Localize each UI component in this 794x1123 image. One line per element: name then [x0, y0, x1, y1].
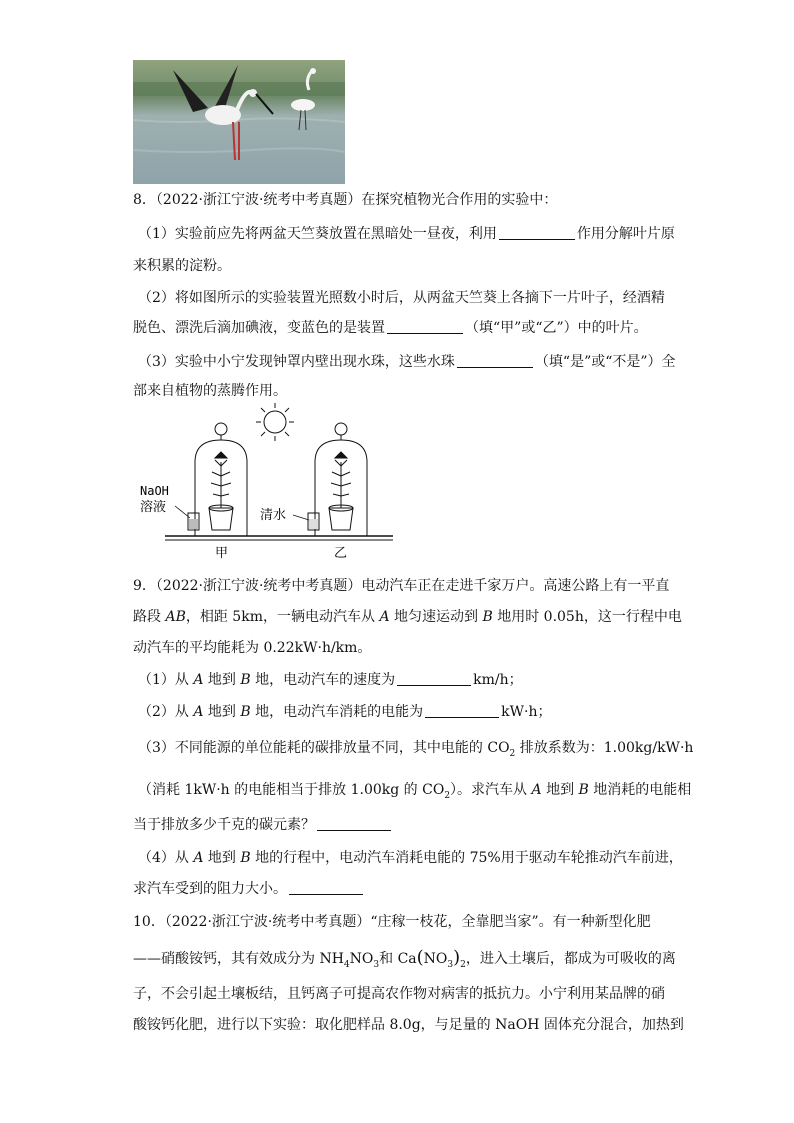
q9-text: 当于排放多少千克的碳元素？	[133, 817, 315, 833]
q9-text: （3）不同能源的单位能耗的碳排放量不同，其中电能的 CO	[138, 740, 510, 756]
q9-subscript: 2	[509, 748, 516, 759]
label-yi: 乙	[334, 546, 348, 560]
q9-part3-blank[interactable]	[317, 816, 391, 831]
q10-paren-open: (	[416, 947, 424, 968]
q9-part3-line3	[133, 815, 393, 835]
q9-text: 地，电动汽车的速度为	[250, 672, 396, 688]
q8-part3-line2: 部来自植物的蒸腾作用。	[133, 383, 287, 399]
q9-var-b: B	[578, 782, 589, 798]
q8-part1-text-b: 作用分解叶片原	[576, 226, 675, 242]
q9-text: ，相距 5km，一辆电动汽车从	[185, 609, 380, 625]
q9-text: 地的行程中，电动汽车消耗电能的 75%用于驱动车轮推动汽车前进，	[250, 850, 683, 866]
q9-var-a: A	[379, 609, 390, 625]
q9-var-a: A	[193, 704, 204, 720]
q8-part1-blank[interactable]	[499, 225, 575, 240]
q10-text: ，进入土壤后，都成为可吸收的离	[465, 951, 676, 967]
q9-var-ab: AB	[165, 609, 186, 625]
q8-part1-text-a: （1）实验前应先将两盆天竺葵放置在黑暗处一昼夜，利用	[138, 226, 497, 242]
q9-text: （1）从	[138, 672, 194, 688]
q9-var-b: B	[482, 609, 493, 625]
label-naoh: NaOH	[140, 484, 169, 498]
q9-text: 地到	[203, 850, 241, 866]
q9-text: 求汽车受到的阻力大小。	[133, 881, 287, 897]
q10-paren-close: )	[453, 947, 461, 968]
q8-part2-line1: （2）将如图所示的实验装置光照数小时后，从两盆天竺葵上各摘下一片叶子，经酒精	[138, 290, 665, 306]
q9-text: 地到	[203, 672, 241, 688]
sun-icon	[256, 403, 294, 441]
q9-part3-line2	[138, 780, 691, 800]
q10-text: ——硝酸铵钙，其有效成分为 NH	[133, 951, 344, 967]
q9-stem-line1: 9．（2022·浙江宁波·统考中考真题）电动汽车正在走进千家万户。高速公路上有一平直	[133, 578, 670, 594]
q9-var-b: B	[240, 704, 251, 720]
q10-subscript: 2	[460, 959, 466, 970]
q8-part3-text-b: （填“是”或“不是”）全	[534, 354, 676, 370]
q8-part1-line1	[138, 224, 675, 244]
q8-part2-text-a: 脱色、漂洗后滴加碘液，变蓝色的是装置	[133, 320, 385, 336]
q9-text: 地匀速运动到	[389, 609, 483, 625]
q10-stem-line3: 子，不会引起土壤板结，且钙离子可提高农作物对病害的抵抗力。小宁利用某品牌的硝	[133, 986, 665, 1002]
q9-text: 路段	[133, 609, 166, 625]
q9-part1	[138, 670, 523, 690]
q10-text: 和 Ca	[379, 951, 417, 967]
q9-part4-blank[interactable]	[289, 880, 363, 895]
q9-var-a: A	[531, 782, 542, 798]
q9-text: 排放系数为：1.00kg/kW·h	[515, 740, 694, 756]
q9-stem-line2	[133, 607, 682, 627]
q9-text: （4）从	[138, 850, 194, 866]
q9-part2	[138, 702, 551, 722]
q8-part3-line1	[138, 352, 676, 372]
label-water: 清水	[260, 508, 287, 523]
q8-part2-text-b: （填“甲”或“乙”）中的叶片。	[465, 320, 648, 336]
q9-text: 地到	[541, 782, 579, 798]
q9-part2-blank[interactable]	[425, 703, 499, 718]
q9-text: kW·h；	[501, 704, 552, 720]
q9-text: 地到	[203, 704, 241, 720]
bell-jar-apparatus-diagram	[135, 400, 400, 560]
q9-var-b: B	[240, 850, 251, 866]
q10-stem-line2	[133, 948, 676, 969]
q9-var-a: A	[193, 850, 204, 866]
q8-part2-line2	[133, 318, 648, 338]
q9-text: ）。求汽车从	[450, 782, 532, 798]
q9-stem-line3: 动汽车的平均能耗为 0.22kW·h/km。	[133, 640, 372, 656]
q9-text: 地，电动汽车消耗的电能为	[250, 704, 424, 720]
q9-part4-line2	[133, 879, 365, 899]
q9-part3-line1	[138, 738, 693, 758]
q10-subscript: 4	[343, 959, 350, 970]
q9-text: 地用时 0.05h，这一行程中电	[492, 609, 682, 625]
q9-text: 地消耗的电能相	[588, 782, 692, 798]
label-jia: 甲	[215, 546, 229, 560]
q10-subscript: 3	[447, 959, 454, 970]
q8-part2-blank[interactable]	[387, 319, 463, 334]
q9-var-b: B	[240, 672, 251, 688]
crane-photo	[133, 60, 345, 184]
q9-text: （2）从	[138, 704, 194, 720]
q8-part1-line2: 来积累的淀粉。	[133, 258, 231, 274]
q8-part3-text-a: （3）实验中小宁发现钟罩内壁出现水珠，这些水珠	[138, 354, 455, 370]
q10-stem-line1: 10．（2022·浙江宁波·统考中考真题）“庄稼一枝花，全靠肥当家”。有一种新型化肥	[133, 914, 651, 930]
q9-subscript: 2	[444, 790, 451, 801]
q9-part1-blank[interactable]	[397, 671, 471, 686]
q10-subscript: 3	[373, 959, 380, 970]
q9-text: km/h；	[473, 672, 523, 688]
q8-part3-blank[interactable]	[457, 353, 533, 368]
q9-var-a: A	[193, 672, 204, 688]
q10-stem-line4: 酸铵钙化肥，进行以下实验：取化肥样品 8.0g，与足量的 NaOH 固体充分混合，加热到	[133, 1017, 684, 1033]
q9-part4-line1	[138, 848, 683, 868]
q10-text: NO	[423, 951, 448, 967]
q10-text: NO	[349, 951, 374, 967]
q8-heading: 8．（2022·浙江宁波·统考中考真题）在探究植物光合作用的实验中：	[133, 192, 558, 208]
q9-text: （消耗 1kW·h 的电能相当于排放 1.00kg 的 CO	[138, 782, 445, 798]
label-solution: 溶液	[140, 500, 167, 515]
